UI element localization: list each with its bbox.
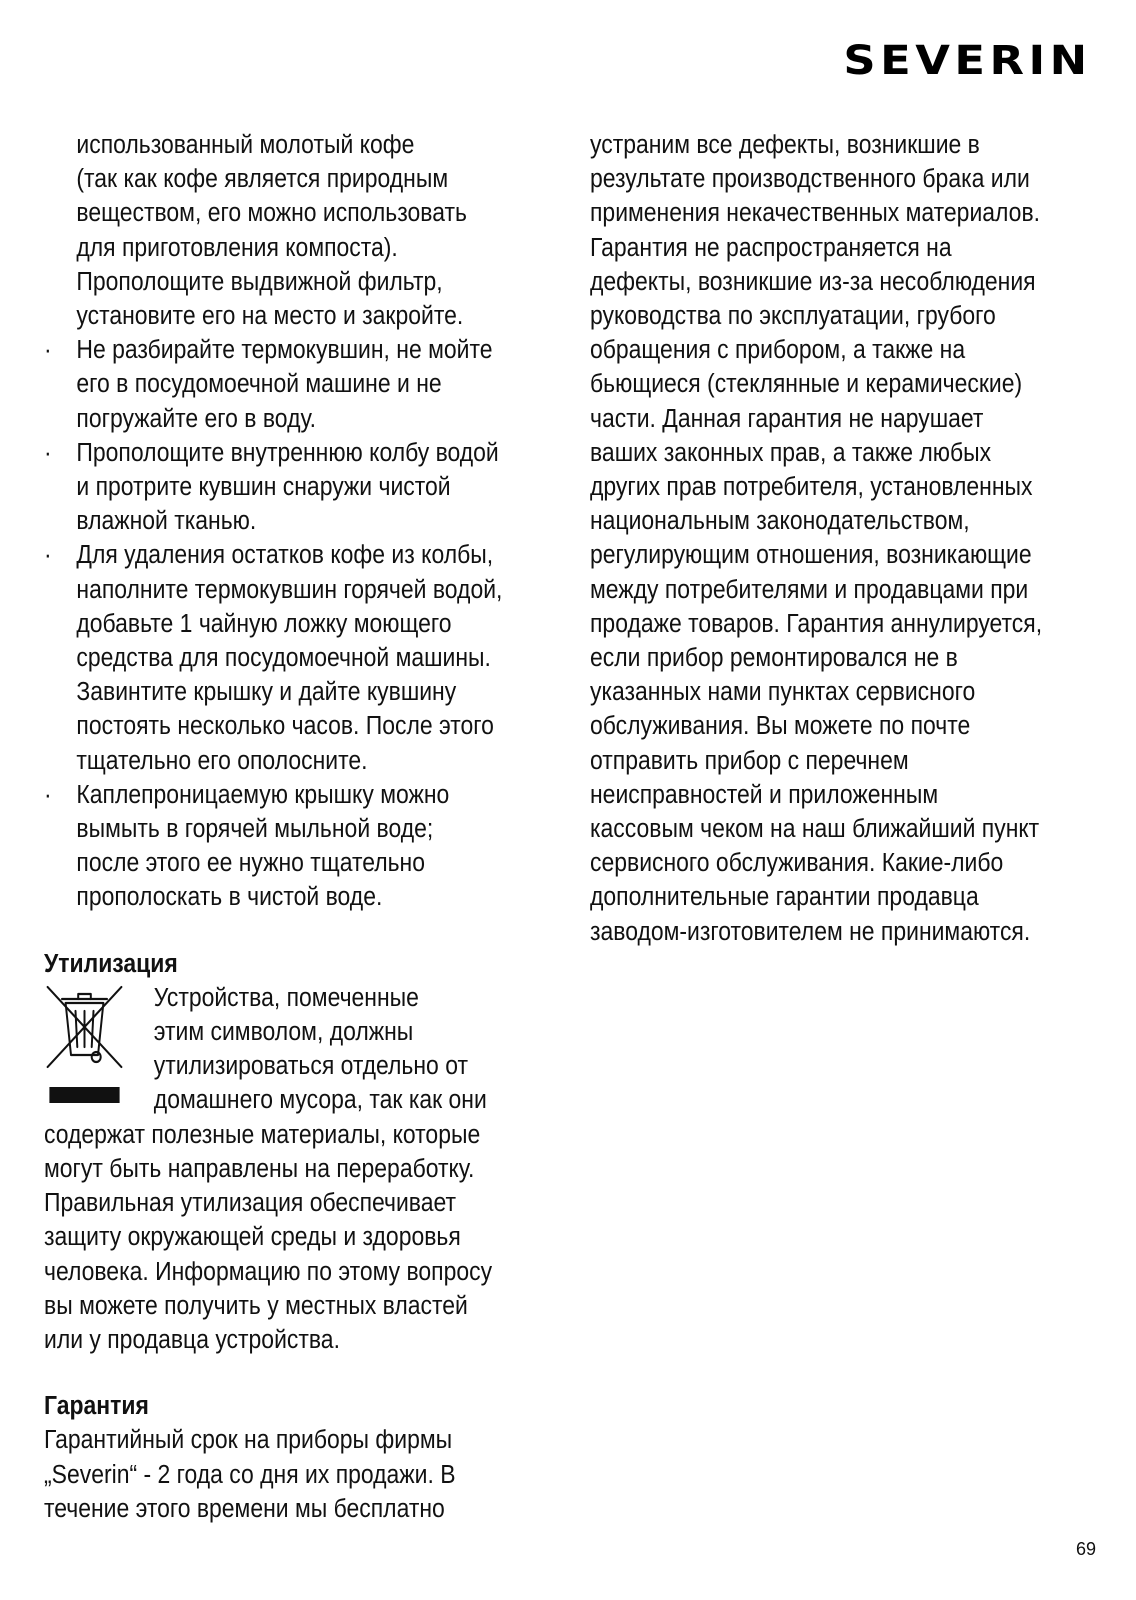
text-line: постоять несколько часов. После этого [76, 712, 494, 741]
text-line: прополоскать в чистой воде. [76, 883, 383, 912]
text-line: обращения с прибором, а также на [590, 336, 966, 365]
text-line: или у продавца устройства. [44, 1325, 340, 1354]
warranty-continued-paragraph [590, 128, 1094, 949]
text-line: утилизироваться отдельно от [153, 1052, 468, 1081]
text-line: национальным законодательством, [590, 507, 970, 536]
text-line: наполните термокувшин горячей водой, [76, 575, 503, 604]
text-line: регулирующим отношения, возникающие [590, 541, 1032, 570]
text-line: „Severin“ - 2 года со дня их продажи. В [44, 1460, 456, 1489]
text-line: неисправностей и приложенным [590, 780, 939, 809]
bullet-marker: · [44, 438, 52, 467]
text-line: этим символом, должны [153, 1018, 414, 1047]
text-line: между потребителями и продавцами при [590, 575, 1029, 604]
text-line: домашнего мусора, так как они [153, 1086, 487, 1115]
text-line: человека. Информацию по этому вопросу [44, 1257, 493, 1286]
text-line: Для удаления остатков кофе из колбы, [76, 541, 494, 570]
text-line: для приготовления компоста). [76, 233, 398, 262]
bullet-marker: · [44, 780, 52, 809]
bullet-item [44, 436, 535, 539]
text-line: Не разбирайте термокувшин, не мойте [76, 336, 493, 365]
text-line: средства для посудомоечной машины. [76, 644, 491, 673]
text-line: Гарантия не распространяется на [590, 233, 952, 262]
text-line: защиту окружающей среды и здоровья [44, 1223, 461, 1252]
text-line: погружайте его в воду. [76, 404, 317, 433]
page-number: 69 [1075, 1539, 1096, 1559]
text-line: Завинтите крышку и дайте кувшину [76, 678, 457, 707]
text-line: Устройства, помеченные [153, 983, 419, 1012]
right-column [590, 128, 1094, 949]
text-line: влажной тканью. [76, 507, 257, 536]
brand-logo: SEVERIN [843, 38, 1092, 84]
text-line: бьющиеся (стеклянные и керамические) [590, 370, 1023, 399]
text-line: заводом-изготовителем не принимаются. [590, 917, 1031, 946]
text-line: Прополощите выдвижной фильтр, [76, 267, 443, 296]
text-line: кассовым чеком на наш ближайший пункт [590, 815, 1040, 844]
text-line: Правильная утилизация обеспечивает [44, 1189, 457, 1218]
text-line: обслуживания. Вы можете по почте [590, 712, 971, 741]
text-line: течение этого времени мы бесплатно [44, 1494, 445, 1523]
intro-paragraph [44, 128, 535, 333]
text-line: веществом, его можно использовать [76, 199, 467, 228]
text-line: продаже товаров. Гарантия аннулируется, [590, 609, 1043, 638]
text-line: вымыть в горячей мыльной воде; [76, 815, 434, 844]
warranty-paragraph [44, 1423, 535, 1526]
text-line: если прибор ремонтировался не в [590, 644, 958, 673]
text-line: других прав потребителя, установленных [590, 473, 1033, 502]
text-line: части. Данная гарантия не нарушает [590, 404, 984, 433]
text-line: результате производственного брака или [590, 165, 1030, 194]
text-line: указанных нами пунктах сервисного [590, 678, 976, 707]
text-line: после этого ее нужно тщательно [76, 849, 426, 878]
text-line: использованный молотый кофе [76, 131, 415, 159]
disposal-paragraph [44, 1118, 535, 1357]
text-line: применения некачественных материалов. [590, 199, 1041, 228]
bullet-item [44, 333, 535, 436]
text-line: его в посудомоечной машине и не [76, 370, 442, 399]
text-line: дополнительные гарантии продавца [590, 883, 979, 912]
text-line: Каплепроницаемую крышку можно [76, 780, 450, 809]
crossed-out-wheelie-bin-icon [44, 985, 125, 1105]
text-line: сервисного обслуживания. Какие-либо [590, 849, 1004, 878]
text-line: Гарантийный срок на приборы фирмы [44, 1426, 453, 1455]
warranty-heading: Гарантия [44, 1392, 149, 1421]
text-line: Прополощите внутреннюю колбу водой [76, 438, 499, 467]
left-column [44, 128, 535, 1526]
bullet-marker: · [44, 541, 52, 570]
bullet-item [44, 538, 535, 777]
text-line: вы можете получить у местных властей [44, 1291, 468, 1320]
disposal-icon-block [44, 981, 535, 1118]
text-line: добавьте 1 чайную ложку моющего [76, 609, 452, 638]
text-line: тщательно его ополосните. [76, 746, 368, 775]
disposal-heading: Утилизация [44, 949, 178, 978]
text-line: руководства по эксплуатации, грубого [590, 302, 996, 331]
bullet-item [44, 778, 535, 915]
text-line: могут быть направлены на переработку. [44, 1154, 475, 1183]
text-line: установите его на место и закройте. [76, 302, 464, 331]
text-line: (так как кофе является природным [76, 165, 449, 194]
text-line: устраним все дефекты, возникшие в [590, 131, 980, 159]
text-line: содержат полезные материалы, которые [44, 1120, 481, 1149]
text-line: дефекты, возникшие из-за несоблюдения [590, 267, 1036, 296]
bullet-marker: · [44, 336, 52, 365]
text-line: отправить прибор с перечнем [590, 746, 909, 775]
text-line: ваших законных прав, а также любых [590, 438, 992, 467]
text-line: и протрите кувшин снаружи чистой [76, 473, 451, 502]
